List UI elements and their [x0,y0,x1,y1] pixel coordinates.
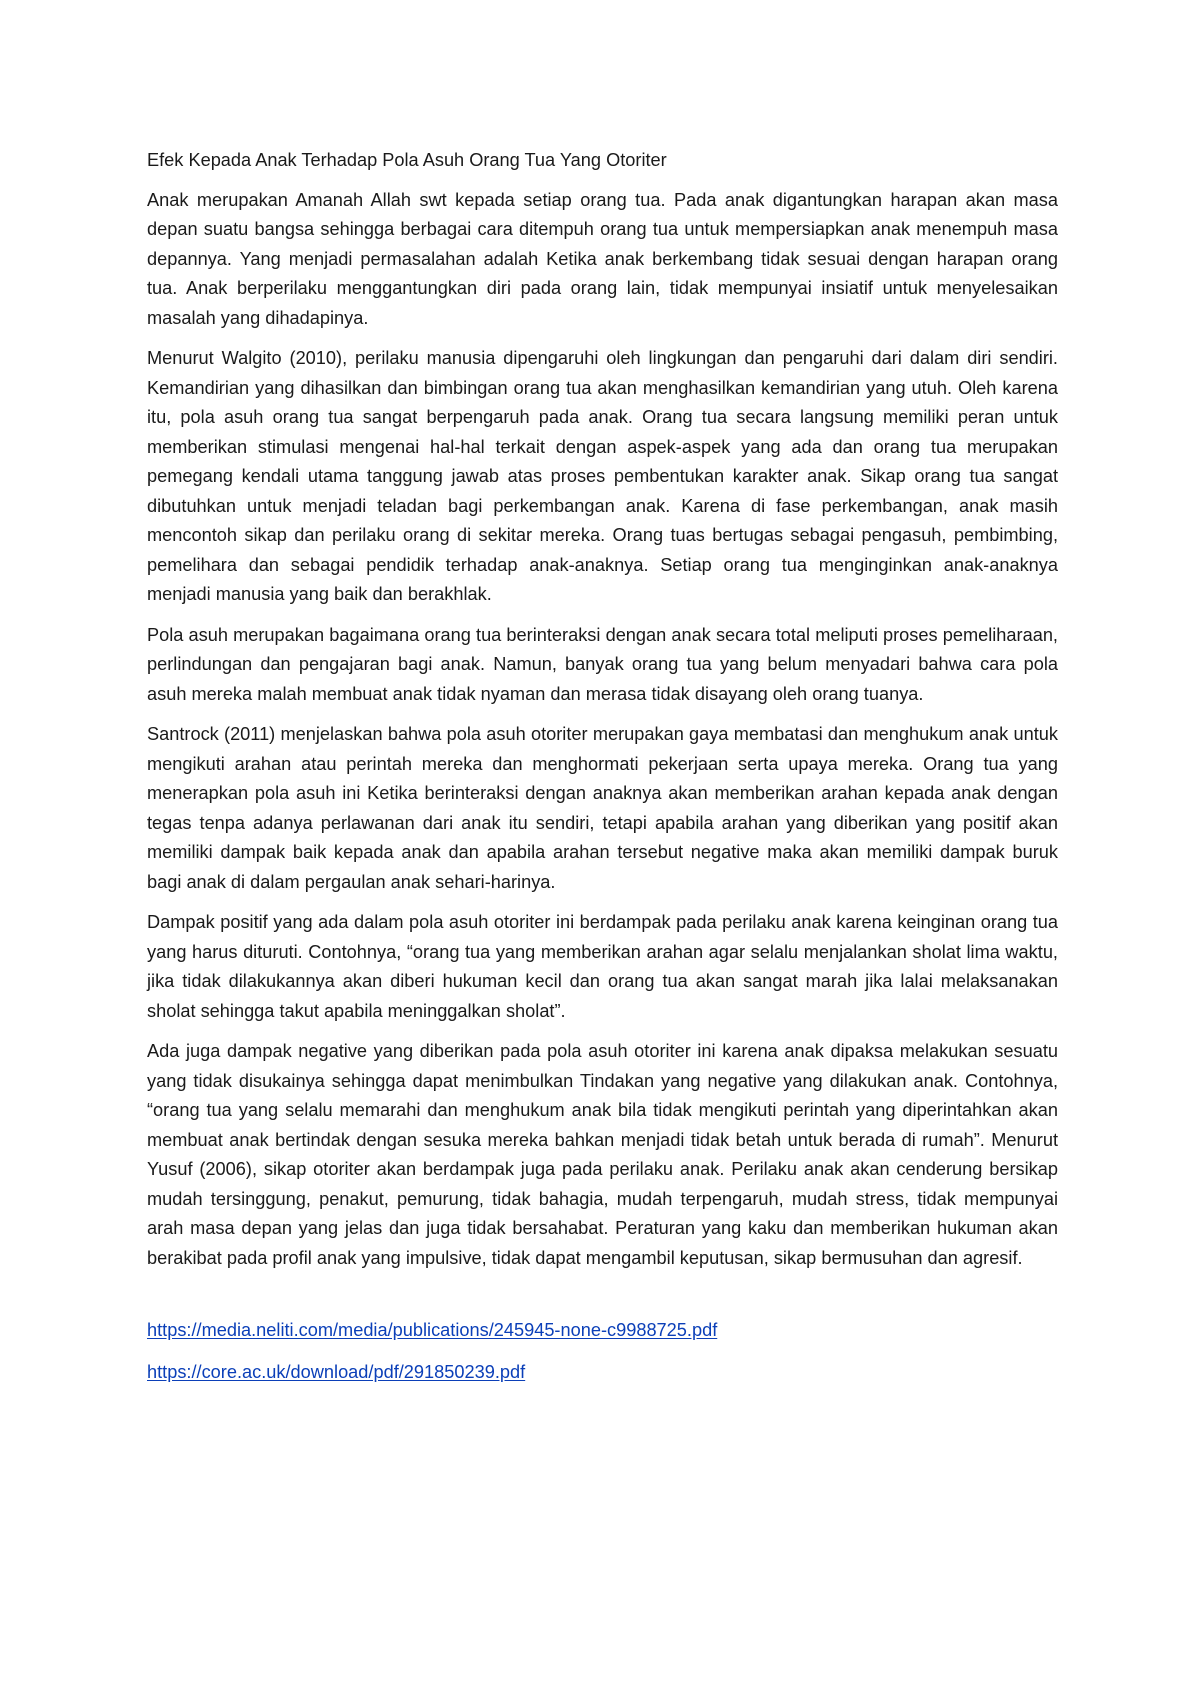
paragraph-santrock: Santrock (2011) menjelaskan bahwa pola asuh otoriter merupakan gaya membatasi dan menghukum anak untuk mengikuti arahan atau perintah mereka dan menghormati pekerjaan serta upaya mereka. Orang tua yang menerapkan pola asuh ini Ketika berinteraksi dengan anaknya akan memberikan arahan kepada anak dengan tegas tenpa adanya perlawanan dari anak itu sendiri, tetapi apabila arahan yang diberikan yang positif akan memiliki dampak baik kepada anak dan apabila arahan tersebut negative maka akan memiliki dampak buruk bagi anak di dalam pergaulan anak sehari-harinya. [147,724,1058,892]
reference-link-core[interactable]: https://core.ac.uk/download/pdf/291850239.pdf [147,1361,526,1382]
paragraph-dampak-negative: Ada juga dampak negative yang diberikan pada pola asuh otoriter ini karena anak dipaksa melakukan sesuatu yang tidak disukainya sehingga dapat menimbulkan Tindakan yang negative yang dilakukan anak. Contohnya, “orang tua yang selalu memarahi dan menghukum anak bila tidak mengikuti perintah yang diperintahkan akan membuat anak bertindak dengan sesuka mereka bahkan menjadi tidak betah untuk berada di rumah”. Menurut Yusuf (2006), sikap otoriter akan berdampak juga pada perilaku anak. Perilaku anak akan cenderung bersikap mudah tersinggung, penakut, pemurung, tidak bahagia, mudah terpengaruh, mudah stress, tidak mempunyai arah masa depan yang jelas dan juga tidak bersahabat. Peraturan yang kaku dan memberikan hukuman akan berakibat pada profil anak yang impulsive, tidak dapat mengambil keputusan, sikap bermusuhan dan agresif. [147,1041,1058,1268]
paragraph-dampak-positif: Dampak positif yang ada dalam pola asuh otoriter ini berdampak pada perilaku anak karena keinginan orang tua yang harus dituruti. Contohnya, “orang tua yang memberikan arahan agar selalu menjalankan sholat lima waktu, jika tidak dilakukannya akan diberi hukuman kecil dan orang tua akan sangat marah jika lalai melaksanakan sholat sehingga takut apabila meninggalkan sholat”. [147,912,1058,1021]
document-title: Efek Kepada Anak Terhadap Pola Asuh Orang Tua Yang Otoriter [147,150,667,170]
paragraph-pola-asuh: Pola asuh merupakan bagaimana orang tua berinteraksi dengan anak secara total meliputi proses pemeliharaan, perlindungan dan pengajaran bagi anak. Namun, banyak orang tua yang belum menyadari bahwa cara pola asuh mereka malah membuat anak tidak nyaman dan merasa tidak disayang oleh orang tuanya. [147,624,1058,704]
document-body [147,146,1058,1399]
paragraph-intro: Anak merupakan Amanah Allah swt kepada setiap orang tua. Pada anak digantungkan harapan akan masa depan suatu bangsa sehingga berbagai cara ditempuh orang tua untuk mempersiapkan anak menempuh masa depannya. Yang menjadi permasalahan adalah Ketika anak berkembang tidak sesuai dengan harapan orang tua. Anak berperilaku menggantungkan diri pada orang lain, tidak mempunyai insiatif untuk menyelesaikan masalah yang dihadapinya. [147,189,1058,328]
reference-link-neliti[interactable]: https://media.neliti.com/media/publications/245945-none-c9988725.pdf [147,1320,718,1340]
reference-list [147,1316,1058,1387]
paragraph-walgito: Menurut Walgito (2010), perilaku manusia dipengaruhi oleh lingkungan dan pengaruhi dari dalam diri sendiri. Kemandirian yang dihasilkan dan bimbingan orang tua akan menghasilkan kemandirian yang utuh. Oleh karena itu, pola asuh orang tua sangat berpengaruh pada anak. Orang tua secara langsung memiliki peran untuk memberikan stimulasi mengenai hal-hal terkait dengan aspek-aspek yang ada dan orang tua merupakan pemegang kendali utama tanggung jawab atas proses pembentukan karakter anak. Sikap orang tua sangat dibutuhkan untuk menjadi teladan bagi perkembangan anak. Karena di fase perkembangan, anak masih mencontoh sikap dan perilaku orang di sekitar mereka. Orang tuas bertugas sebagai pengasuh, pembimbing, pemelihara dan sebagai pendidik terhadap anak-anaknya. Setiap orang tua menginginkan anak-anaknya menjadi manusia yang baik dan berakhlak. [147,348,1058,604]
